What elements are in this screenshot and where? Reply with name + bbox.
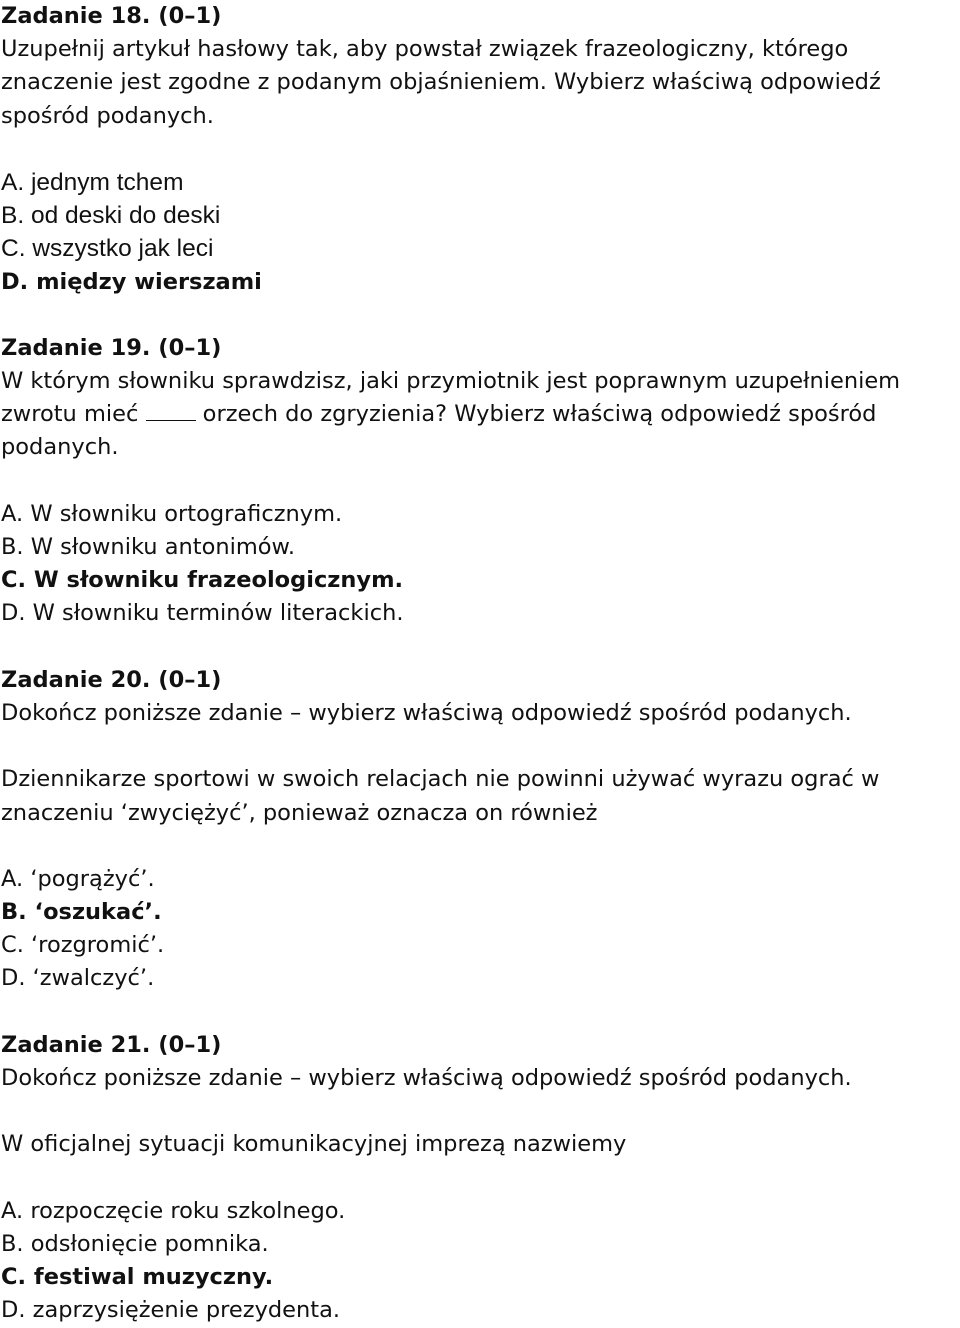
option-text: rozpoczęcie roku szkolnego. — [30, 1197, 346, 1224]
answer-option-correct — [1, 266, 959, 299]
answer-option — [1, 1195, 959, 1228]
answer-option — [1, 962, 959, 995]
option-text: jednym tchem — [30, 168, 184, 196]
task-sentence-line: znaczeniu ‘zwyciężyć’, ponieważ oznacza on również — [1, 799, 598, 826]
option-letter: C. — [1, 567, 27, 594]
task-heading: Zadanie 21. (0–1) — [1, 1031, 222, 1058]
option-letter: D. — [1, 268, 29, 295]
option-letter: A. — [1, 865, 24, 892]
task-heading: Zadanie 20. (0–1) — [1, 666, 222, 693]
document-page — [1, 0, 959, 1328]
option-letter: D. — [1, 600, 26, 627]
task-prompt-line: W którym słowniku sprawdzisz, jaki przymiotnik jest poprawnym uzupełnieniem — [1, 368, 901, 395]
task-prompt-line: Dokończ poniższe zdanie – wybierz właściwą odpowiedź spośród podanych. — [1, 1065, 852, 1091]
task-prompt-line — [1, 398, 959, 431]
spacer — [1, 830, 959, 863]
answer-option — [1, 863, 959, 896]
option-text: W słowniku ortograficznym. — [30, 500, 343, 527]
option-text: W słowniku antonimów. — [30, 534, 296, 560]
option-letter: D. — [1, 1297, 26, 1324]
spacer — [1, 996, 959, 1029]
answer-option — [1, 166, 959, 199]
option-text: W słowniku terminów literackich. — [32, 600, 404, 627]
option-letter: B. — [1, 1230, 24, 1257]
spacer — [1, 1162, 959, 1195]
answer-option — [1, 929, 959, 962]
option-text: od deski do deski — [30, 202, 221, 230]
task-heading: Zadanie 18. (0–1) — [1, 3, 222, 29]
option-text: ‘rozgromić’. — [31, 932, 165, 959]
answer-option — [1, 1294, 959, 1327]
answer-option — [1, 199, 959, 232]
answer-option — [1, 232, 959, 265]
task-21 — [1, 1029, 959, 1328]
task-prompt-line: znaczenie jest zgodne z podanym objaśnieniem. Wybierz właściwą odpowiedź — [1, 69, 881, 96]
option-text: między wierszami — [36, 268, 262, 295]
task-sentence-line: W oficjalnej sytuacji komunikacyjnej imprezą nazwiemy — [1, 1131, 627, 1158]
spacer — [1, 465, 959, 498]
option-letter: C. — [1, 235, 26, 263]
option-text: ‘pogrążyć’. — [30, 865, 155, 892]
task-sentence-line: Dziennikarze sportowi w swoich relacjach nie powinni używać wyrazu ograć w — [1, 766, 880, 793]
option-letter: A. — [1, 168, 25, 196]
spacer — [1, 133, 959, 166]
spacer — [1, 730, 959, 763]
task-prompt-line: Dokończ poniższe zdanie – wybierz właściwą odpowiedź spośród podanych. — [1, 699, 852, 726]
answer-option-correct — [1, 896, 959, 929]
option-text: W słowniku frazeologicznym. — [33, 567, 404, 594]
task-20 — [1, 664, 959, 1029]
option-letter: D. — [1, 965, 26, 992]
task-18 — [1, 0, 959, 332]
option-letter: A. — [1, 1197, 24, 1224]
answer-option-correct — [1, 564, 959, 597]
answer-option — [1, 597, 959, 630]
option-text: festiwal muzyczny. — [33, 1264, 274, 1291]
spacer — [1, 299, 959, 332]
option-letter: C. — [1, 1264, 27, 1291]
task-prompt-line: spośród podanych. — [1, 102, 214, 129]
task-prompt-line: podanych. — [1, 434, 119, 461]
option-text: zaprzysiężenie prezydenta. — [32, 1297, 341, 1324]
task-19 — [1, 332, 959, 664]
task-prompt-line: Uzupełnij artykuł hasłowy tak, aby powstał związek frazeologiczny, którego — [1, 36, 849, 63]
answer-option — [1, 531, 959, 564]
option-text: ‘zwalczyć’. — [32, 965, 155, 992]
option-letter: B. — [1, 202, 25, 230]
option-letter: B. — [1, 899, 27, 926]
option-letter: A. — [1, 500, 24, 527]
prompt-text: orzech do zgryzienia? Wybierz właściwą odpowiedź spośród — [202, 401, 877, 428]
fill-in-blank — [146, 419, 196, 421]
option-text: ‘oszukać’. — [34, 899, 162, 926]
spacer — [1, 631, 959, 664]
answer-option-correct — [1, 1261, 959, 1294]
spacer — [1, 1095, 959, 1128]
option-text: wszystko jak leci — [32, 235, 214, 263]
prompt-text: zwrotu mieć — [1, 401, 139, 428]
task-heading: Zadanie 19. (0–1) — [1, 334, 222, 361]
option-letter: B. — [1, 534, 24, 560]
answer-option — [1, 1228, 959, 1261]
option-letter: C. — [1, 932, 24, 959]
option-text: odsłonięcie pomnika. — [30, 1230, 269, 1257]
answer-option — [1, 498, 959, 531]
